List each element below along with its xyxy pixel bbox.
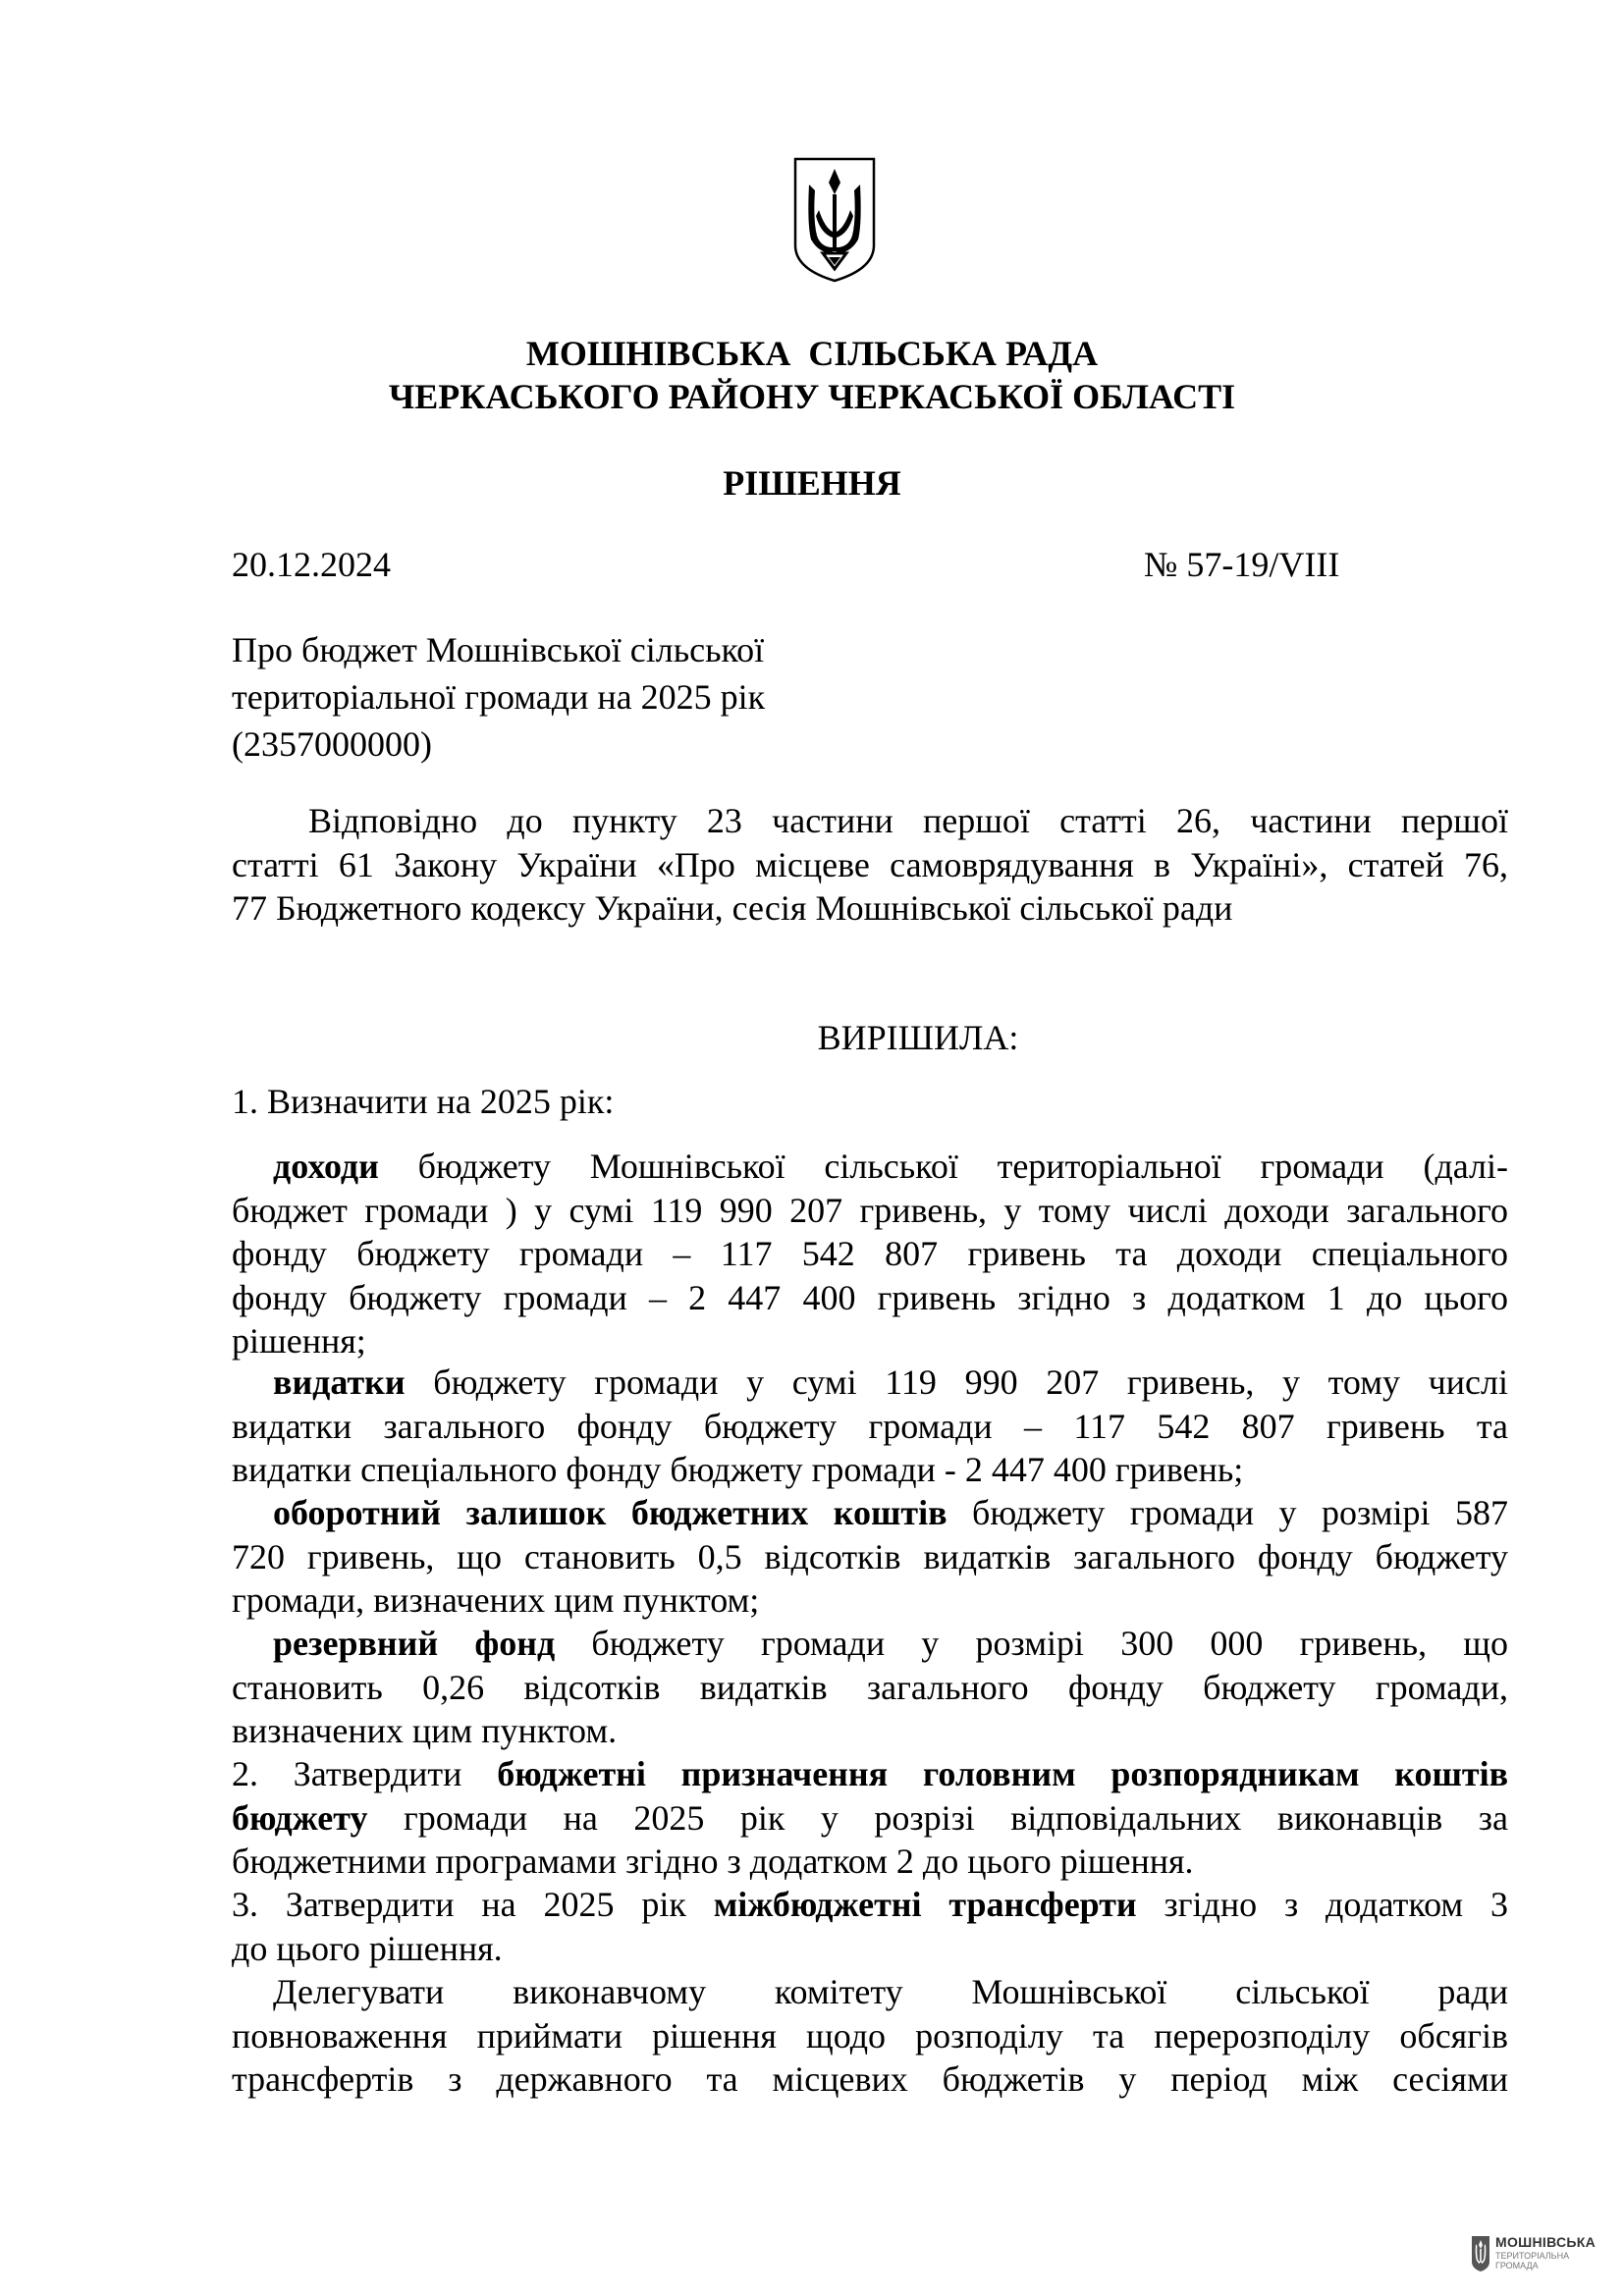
transfers-term: міжбюджетні трансферти <box>713 1885 1137 1924</box>
item-2-paragraph <box>232 1752 1508 1884</box>
paragraph-line: оборотний залишок бюджетних коштів бюджету громади у розмірі 587 <box>273 1493 1508 1532</box>
working-balance-term: оборотний залишок бюджетних коштів <box>273 1493 947 1532</box>
paragraph-line: бюджетними програмами згідно з додатком 2 до цього рішення. <box>232 1842 1194 1881</box>
expenses-paragraph <box>232 1361 1508 1492</box>
paragraph-line: фонду бюджету громади – 2 447 400 гривень згідно з додатком 1 до цього <box>232 1277 1508 1317</box>
subject-line: Про бюджет Мошнівської сільської <box>232 630 765 669</box>
logo-subtitle: ТЕРИТОРІАЛЬНА ГРОМАДА <box>1495 2251 1570 2270</box>
document-date: 20.12.2024 <box>232 545 391 584</box>
reserve-fund-term: резервний фонд <box>273 1624 556 1663</box>
preamble-line: 77 Бюджетного кодексу України, сесія Мошнівської сільської ради <box>232 888 1233 928</box>
coat-of-arms-icon <box>789 155 880 285</box>
preamble-line: Відповідно до пункту 23 частини першої статті 26, частини першої <box>308 801 1508 840</box>
paragraph-line: громади, визначених цим пунктом; <box>232 1580 760 1620</box>
reserve-fund-paragraph <box>232 1622 1508 1753</box>
working-balance-paragraph <box>232 1491 1508 1623</box>
trident-icon <box>1470 2234 1491 2273</box>
decided-heading: ВИРІШИЛА: <box>817 1018 1019 1057</box>
budget-allocations-term: бюджетні призначення головним розпорядникам коштів <box>497 1754 1509 1793</box>
paragraph-line: повноваження приймати рішення щодо розподілу та перерозподілу обсягів <box>232 2015 1508 2056</box>
subject-line: територіальної громади на 2025 рік <box>232 677 766 717</box>
paragraph-line: Делегувати виконавчому комітету Мошнівської сільської ради <box>273 1972 1508 2011</box>
paragraph-line: видатки бюджету громади у сумі 119 990 207 гривень, у тому числі <box>273 1362 1508 1402</box>
income-term: доходи <box>273 1147 379 1186</box>
item-1-heading: 1. Визначити на 2025 рік: <box>232 1082 615 1121</box>
paragraph-line: до цього рішення. <box>232 1928 503 1968</box>
paragraph-line: видатки спеціального фонду бюджету громади - 2 447 400 гривень; <box>232 1450 1244 1489</box>
paragraph-line: 720 гривень, що становить 0,5 відсотків видатків загального фонду бюджету <box>232 1536 1508 1576</box>
delegation-paragraph <box>232 1970 1508 2102</box>
item-3-paragraph <box>232 1883 1508 1970</box>
council-name: МОШНІВСЬКА СІЛЬСЬКА РАДА <box>525 334 1099 373</box>
paragraph-line: 3. Затвердити на 2025 рік міжбюджетні трансферти згідно з додатком 3 <box>232 1885 1509 1924</box>
paragraph-line: рішення; <box>232 1321 366 1361</box>
paragraph-line: бюджету громади на 2025 рік у розрізі відповідальних виконавців за <box>232 1797 1508 1838</box>
preamble-line: статті 61 Закону України «Про місцеве самоврядування в Україні», статей 76, <box>232 844 1508 884</box>
expenses-term: видатки <box>273 1362 406 1402</box>
paragraph-line: визначених цим пунктом. <box>232 1711 618 1750</box>
income-paragraph <box>232 1145 1508 1363</box>
paragraph-line: фонду бюджету громади – 117 542 807 гривень та доходи спеціального <box>232 1234 1508 1273</box>
document-subject <box>232 626 765 768</box>
preamble <box>232 799 1508 931</box>
document-type: РІШЕННЯ <box>723 463 901 503</box>
paragraph-line: доходи бюджету Мошнівської сільської територіальної громади (далі- <box>273 1147 1509 1186</box>
council-region: ЧЕРКАСЬКОГО РАЙОНУ ЧЕРКАСЬКОЇ ОБЛАСТІ <box>388 377 1236 416</box>
paragraph-line: видатки загального фонду бюджету громади – 117 542 807 гривень та <box>232 1406 1508 1446</box>
subject-line: (2357000000) <box>232 724 432 764</box>
logo-title: МОШНІВСЬКА <box>1495 2234 1597 2250</box>
paragraph-line: резервний фонд бюджету громади у розмірі 300 000 гривень, що <box>273 1624 1508 1663</box>
document-number: № 57-19/VIII <box>1144 545 1340 584</box>
paragraph-line: бюджет громади ) у сумі 119 990 207 гривень, у тому числі доходи загального <box>232 1190 1508 1230</box>
paragraph-line: трансфертів з державного та місцевих бюджетів у період між сесіями <box>232 2059 1508 2099</box>
paragraph-line: становить 0,26 відсотків видатків загального фонду бюджету громади, <box>232 1667 1508 1707</box>
paragraph-line: 2. Затвердити бюджетні призначення головним розпорядникам коштів <box>232 1754 1509 1793</box>
community-logo <box>1470 2232 1607 2281</box>
